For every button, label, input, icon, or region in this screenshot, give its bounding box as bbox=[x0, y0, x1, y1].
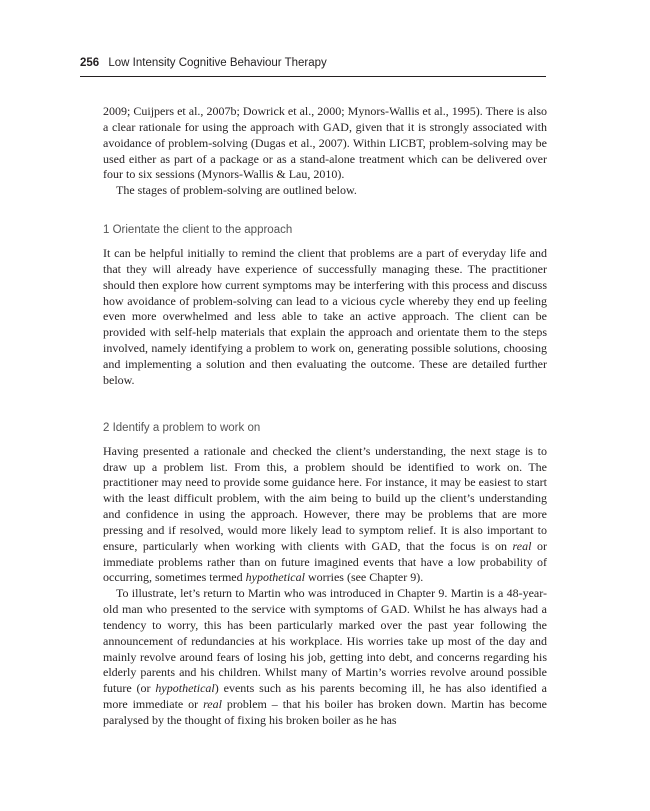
text-run: To illustrate, let’s return to Martin who was introduced in Chapter 9. Martin is a 48-year-old man who presented to the service with symptoms of GAD. Whilst he has always had a tendency to worry, this has been particularly marked over the past year following the announcement of redundancies at his workplace. His worries take up most of the day and mainly revolve around fears of losing his job, getting into debt, and concerns regarding his elderly parents and his children. Whilst many of Martin’s worries revolve around possible future (or bbox=[103, 586, 547, 696]
italic-term-real: real bbox=[512, 538, 532, 553]
italic-term-hypothetical: hypothetical bbox=[155, 681, 215, 696]
paragraph-continued: 2009; Cuijpers et al., 2007b; Dowrick et al., 2000; Mynors-Wallis et al., 1995). There is also a clear rationale for using the approach with GAD, given that it is strongly associated with avoidance of problem-solving (Dugas et al., 2007). Within LICBT, problem-solving may be used either as part of a package or as a stand-alone treatment which can be delivered over four to six sessions (Mynors-Wallis & Lau, 2010). bbox=[103, 104, 547, 182]
paragraph-stages-intro: The stages of problem-solving are outlined below. bbox=[116, 183, 357, 198]
section-heading-orientate: 1 Orientate the client to the approach bbox=[103, 224, 293, 237]
text-run: or immediate problems rather than on future imagined events that have a low probability of occurring, sometimes termed bbox=[103, 538, 547, 585]
italic-term-hypothetical: hypothetical bbox=[245, 570, 305, 585]
paragraph-orientate: It can be helpful initially to remind the client that problems are a part of everyday life and that they will already have experience of successfully managing these. The practitioner should then explore how current symptoms may be interfering with this process and discuss how avoidance of problem-solving can lead to a vicious cycle whereby they end up feeling even more overwhelmed and less able to take an active approach. The client can be provided with self-help materials that explain the approach and orientate them to the steps involved, namely identifying a problem to work on, generating possible solutions, choosing and implementing a solution and then evaluating the outcome. These are detailed further below. bbox=[103, 246, 547, 387]
running-header bbox=[80, 54, 546, 77]
text-run: worries (see Chapter 9). bbox=[304, 570, 424, 585]
text-run: Having presented a rationale and checked the client’s understanding, the next stage is to draw up a problem list. From this, a problem should be identified to work on. The practitioner may need to provide some guidance here. For instance, it may be easiest to start with the least difficult problem, with the aim being to build up the client’s understanding and confidence in using the approach. However, there may be problems that are more pressing and if resolved, would more likely lead to symptom relief. It is also important to ensure, particularly when working with clients with GAD, that the focus is on bbox=[103, 443, 547, 553]
paragraph-martin-example bbox=[103, 586, 547, 729]
book-title: Low Intensity Cognitive Behaviour Therapy bbox=[108, 57, 327, 69]
paragraph-identify-problem bbox=[103, 444, 547, 587]
italic-term-real: real bbox=[203, 697, 222, 712]
text-run: problem – that his boiler has broken down. Martin has become paralysed by the thought of fixing his broken boiler as he has bbox=[103, 697, 547, 727]
body-text bbox=[103, 104, 547, 729]
section-heading-identify-problem: 2 Identify a problem to work on bbox=[103, 421, 261, 434]
page-number: 256 bbox=[80, 57, 100, 69]
text-run: ) events such as his parents becoming ill, he has also identified a more immediate or bbox=[103, 681, 547, 712]
